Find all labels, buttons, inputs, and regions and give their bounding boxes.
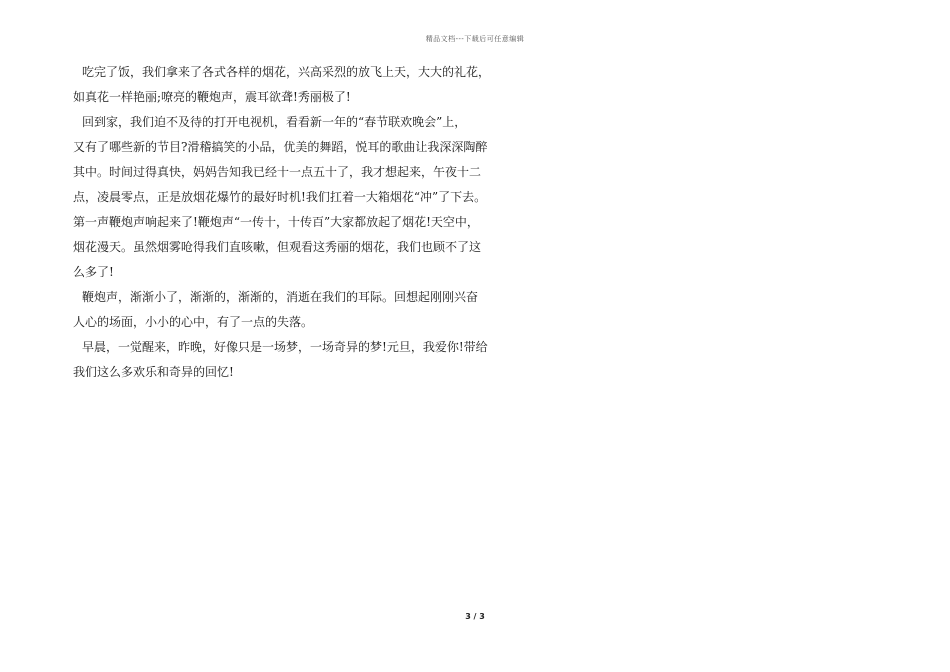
paragraph-line: 鞭炮声，渐渐小了，渐渐的，渐渐的，消逝在我们的耳际。回想起刚刚兴奋 (82, 290, 479, 304)
paragraph-line: 如真花一样艳丽;嘹亮的鞭炮声，震耳欲聋!秀丽极了! (73, 90, 351, 104)
paragraph-line: 其中。时间过得真快，妈妈告知我已经十一点五十了，我才想起来，午夜十二 (73, 165, 482, 179)
paragraph-line: 我们这么多欢乐和奇异的回忆! (73, 365, 234, 379)
paragraph-line: 早晨，一觉醒来，昨晚，好像只是一场梦，一场奇异的梦!元旦，我爱你!带给 (82, 340, 488, 354)
document-header-note: 精品文档---下载后可任意编辑 (425, 35, 525, 43)
paragraph-line: 又有了哪些新的节目?滑稽搞笑的小品，优美的舞蹈，悦耳的歌曲让我深深陶醉 (73, 140, 488, 154)
paragraph-line: 人心的场面，小小的心中，有了一点的失落。 (73, 315, 314, 329)
paragraph-line: 吃完了饭，我们拿来了各式各样的烟花，兴高采烈的放飞上天，大大的礼花， (82, 65, 491, 79)
paragraph-line: 烟花漫天。虽然烟雾呛得我们直咳嗽，但观看这秀丽的烟花，我们也顾不了这 (73, 240, 482, 254)
paragraph-line: 回到家，我们迫不及待的打开电视机，看看新一年的“春节联欢晚会”上， (82, 115, 467, 129)
paragraph-line: 么多了! (73, 265, 114, 279)
document-body (73, 60, 491, 385)
page-number: 3 / 3 (465, 612, 485, 621)
paragraph-line: 第一声鞭炮声响起来了!鞭炮声“一传十，十传百”大家都放起了烟花!天空中， (73, 215, 479, 229)
paragraph-line: 点，凌晨零点，正是放烟花爆竹的最好时机!我们扛着一大箱烟花“冲”了下去。 (73, 190, 487, 204)
